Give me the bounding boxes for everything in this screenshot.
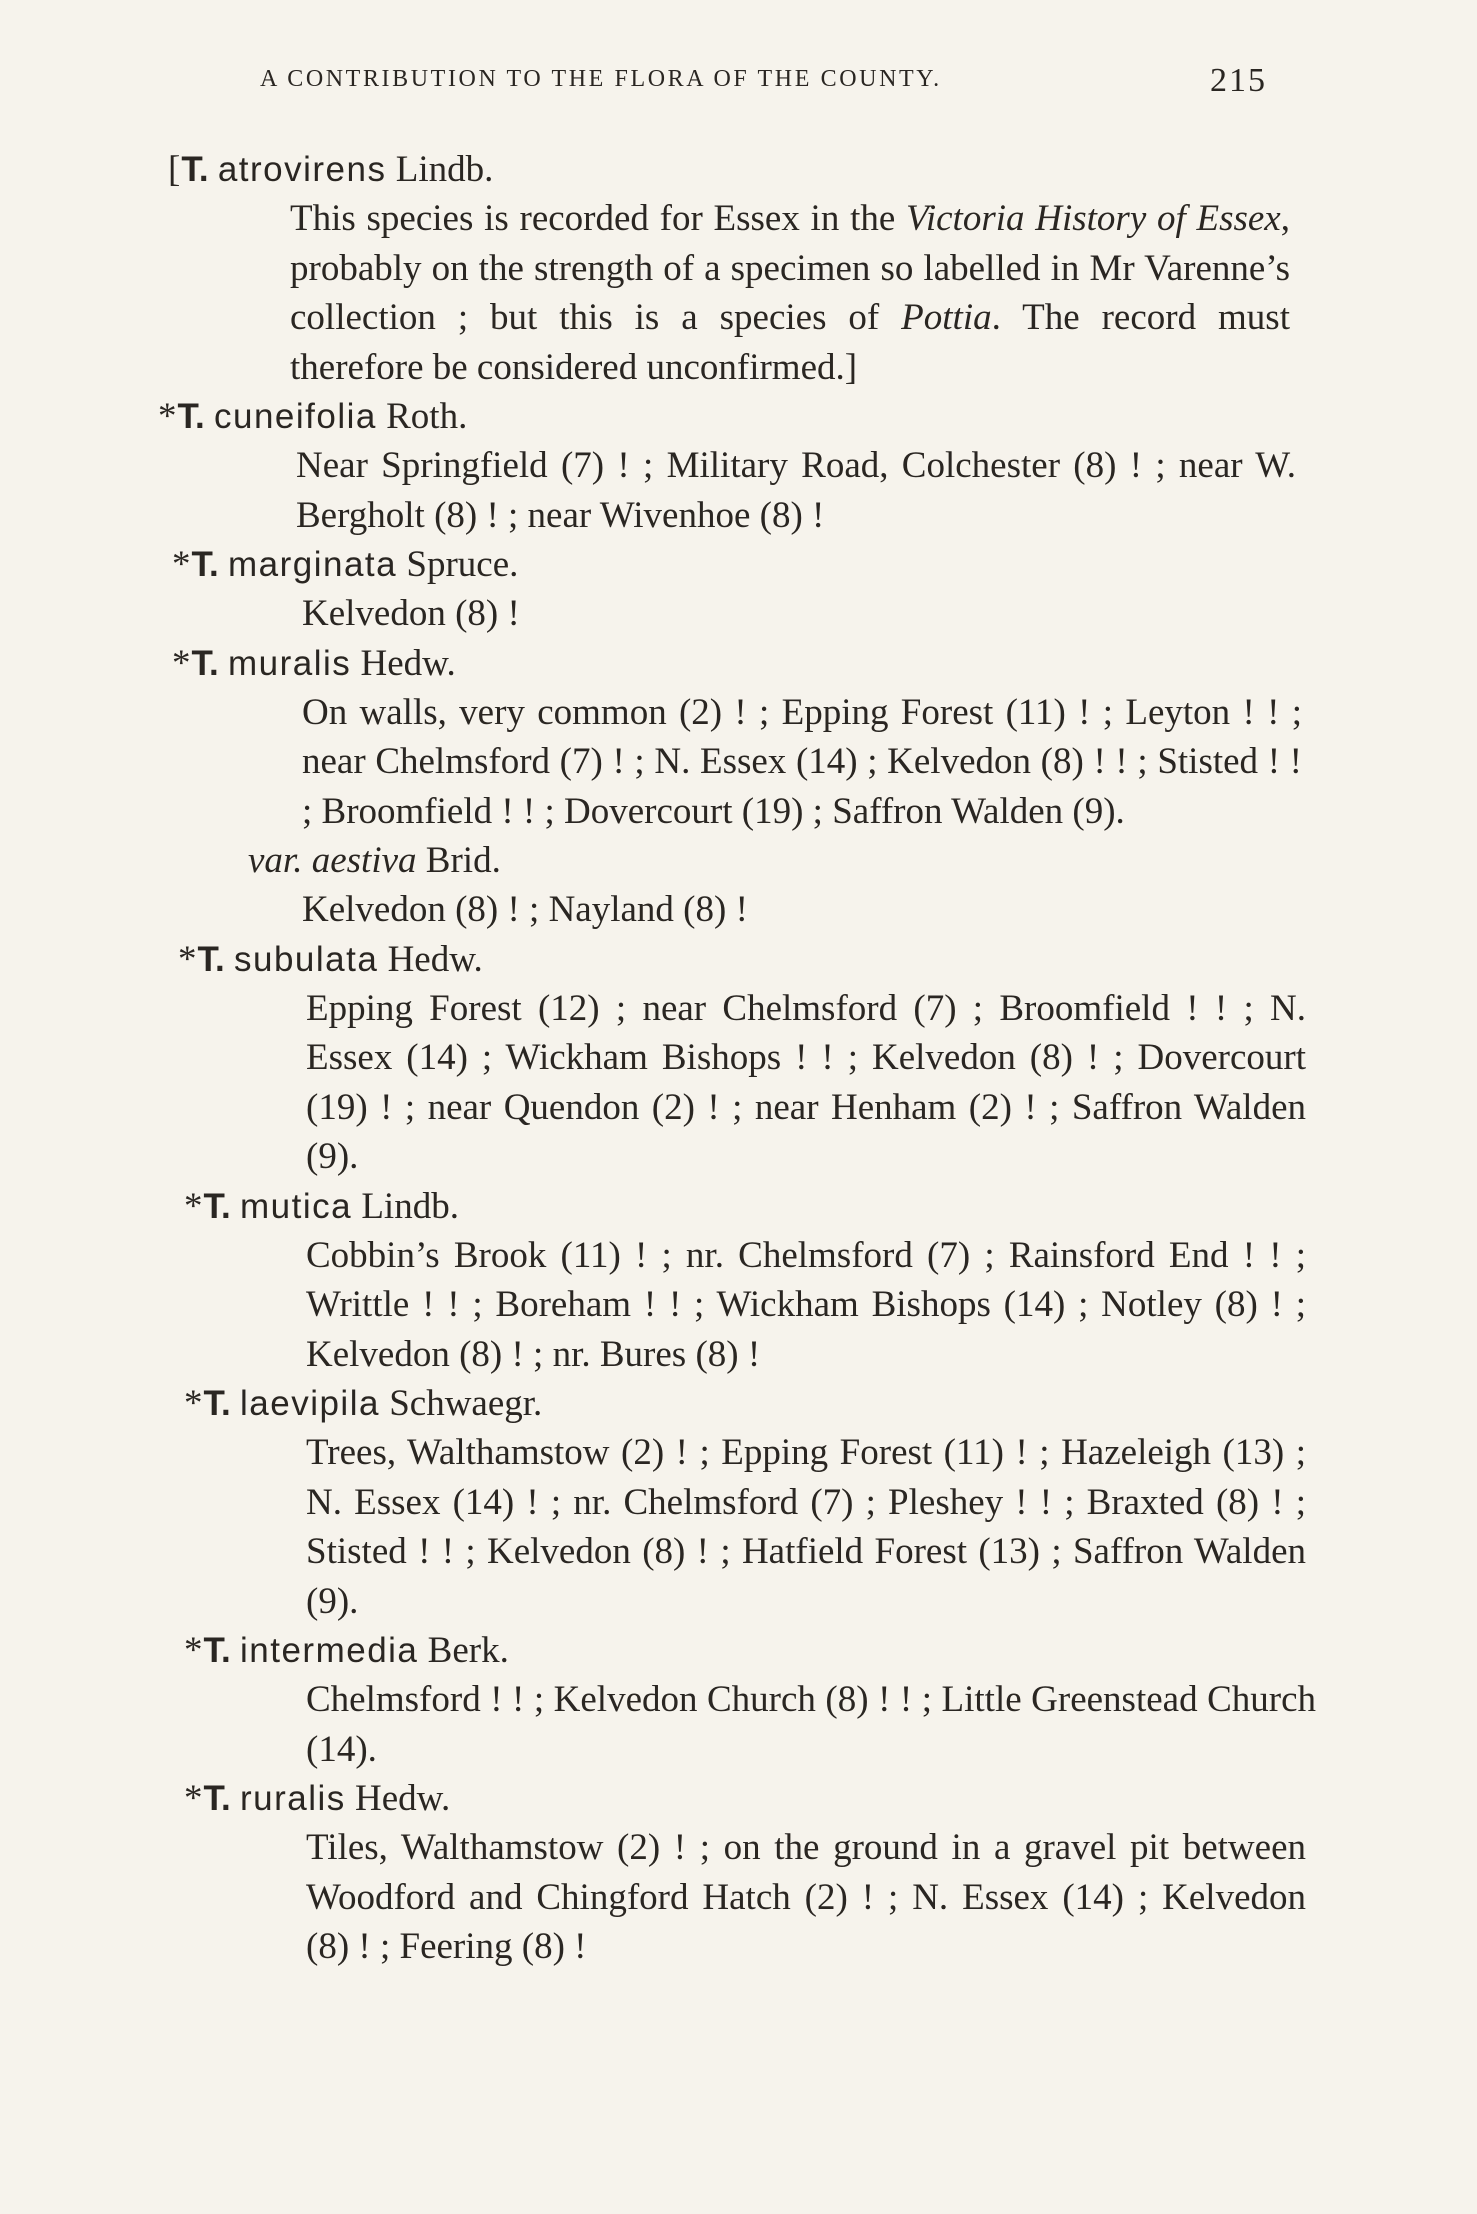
species-entry — [0, 392, 1477, 540]
genus-abbrev: T. — [203, 1779, 231, 1818]
genus-name: Pottia — [901, 297, 992, 338]
bracket-mark: [ — [168, 149, 182, 190]
species-note: This species is recorded for Essex in the Victoria History of Essex, probably on the strength of a specimen so labelled in Mr Varenne’s collection ; but this is a species of Pottia. The record must therefore be considered unconfirmed.] — [290, 198, 1290, 388]
species-entry — [0, 1626, 1477, 1774]
species-heading — [0, 1379, 1477, 1428]
genus-abbrev: T. — [191, 545, 219, 584]
variety-locality-list: Kelvedon (8) ! ; Nayland (8) ! — [302, 889, 748, 930]
genus-abbrev: T. — [191, 643, 219, 683]
genus-abbrev: T. — [203, 1384, 231, 1423]
species-entry — [0, 145, 1477, 392]
genus-abbrev: T. — [177, 397, 205, 436]
species-epithet: subulata — [233, 939, 379, 979]
species-heading — [0, 540, 1477, 589]
asterisk-mark: * — [178, 938, 198, 980]
species-author: Hedw. — [360, 642, 456, 684]
asterisk-mark: * — [172, 544, 192, 585]
genus-abbrev: T. — [197, 939, 225, 979]
asterisk-mark: * — [184, 1778, 204, 1819]
species-heading — [0, 145, 1477, 194]
locality-list: Tiles, Walthamstow (2) ! ; on the ground in a gravel pit between Woodford and Chingford Hatch (2) ! ; N. Essex (14) ; Kelvedon (8) ! ; Feering (8) ! — [306, 1827, 1306, 1967]
species-heading — [0, 935, 1477, 984]
species-entry — [0, 1774, 1477, 1972]
asterisk-mark: * — [184, 1630, 204, 1671]
species-author: Roth. — [386, 396, 468, 437]
species-entry — [0, 1182, 1477, 1380]
species-author: Berk. — [427, 1630, 509, 1671]
species-epithet: marginata — [227, 545, 398, 584]
species-list — [0, 145, 1477, 1972]
species-author: Schwaegr. — [389, 1383, 543, 1424]
book-title: Victoria History of Essex — [906, 198, 1281, 239]
species-heading — [0, 1626, 1477, 1675]
variety-author: Brid. — [425, 840, 501, 881]
asterisk-mark: * — [158, 396, 178, 437]
species-author: Lindb. — [361, 1185, 459, 1227]
species-author: Spruce. — [406, 544, 519, 585]
species-author: Hedw. — [355, 1778, 451, 1819]
species-epithet: cuneifolia — [213, 397, 377, 436]
species-entry — [0, 540, 1477, 639]
asterisk-mark: * — [184, 1185, 204, 1227]
genus-abbrev: T. — [203, 1186, 231, 1226]
asterisk-mark: * — [172, 642, 192, 684]
locality-list: Trees, Walthamstow (2) ! ; Epping Forest (11) ! ; Hazeleigh (13) ; N. Essex (14) ! ; nr. Chelmsford (7) ; Pleshey ! ! ; Braxted (8) ! ; Stisted ! ! ; Kelvedon (8) ! ; Hatfield Forest (13) ; Saffron Walden (9). — [306, 1432, 1306, 1622]
species-heading — [0, 639, 1477, 688]
species-heading — [0, 1774, 1477, 1823]
running-title: A CONTRIBUTION TO THE FLORA OF THE COUNTY. — [260, 66, 942, 92]
asterisk-mark: * — [184, 1383, 204, 1424]
species-epithet: intermedia — [239, 1631, 419, 1670]
species-heading — [0, 1182, 1477, 1231]
page-number: 215 — [1210, 62, 1267, 99]
locality-list: On walls, very common (2) ! ; Epping Forest (11) ! ; Leyton ! ! ; near Chelmsford (7) ! ; N. Essex (14) ; Kelvedon (8) ! ! ; Stisted ! ! ; Broomfield ! ! ; Dovercourt (19) ; Saffron Walden (9). — [302, 691, 1302, 832]
locality-list: Cobbin’s Brook (11) ! ; nr. Chelmsford (7) ; Rainsford End ! ! ; Writtle ! ! ; Boreham ! ! ; Wickham Bishops (14) ; Notley (8) ! ; Kelvedon (8) ! ; nr. Bures (8) ! — [306, 1234, 1306, 1375]
locality-list: Epping Forest (12) ; near Chelmsford (7) ; Broomfield ! ! ; N. Essex (14) ; Wickham Bishops ! ! ; Kelvedon (8) ! ; Dovercourt (19) ! ; near Quendon (2) ! ; near Henham (2) ! ; Saffron Walden (9). — [306, 987, 1306, 1177]
locality-list: Chelmsford ! ! ; Kelvedon Church (8) ! ! ; Little Greenstead Church (14). — [306, 1679, 1316, 1770]
locality-list: Near Springfield (7) ! ; Military Road, Colchester (8) ! ; near W. Bergholt (8) ! ; near Wivenhoe (8) ! — [296, 445, 1296, 536]
species-epithet: mutica — [239, 1186, 353, 1226]
species-epithet: atrovirens — [217, 150, 387, 189]
species-epithet: muralis — [227, 643, 352, 683]
species-epithet: laevipila — [239, 1384, 380, 1423]
species-heading — [0, 392, 1477, 441]
locality-list: Kelvedon (8) ! — [302, 593, 520, 634]
variety-name: aestiva — [311, 840, 417, 881]
variety-label: var. — [248, 840, 303, 881]
species-author: Hedw. — [387, 938, 483, 980]
genus-abbrev: T. — [203, 1631, 231, 1670]
genus-abbrev: T. — [181, 150, 209, 189]
species-author: Lindb. — [395, 149, 494, 190]
species-epithet: ruralis — [239, 1779, 346, 1818]
species-entry — [0, 639, 1477, 935]
species-entry — [0, 1379, 1477, 1626]
variety-heading — [0, 836, 1477, 885]
species-entry — [0, 935, 1477, 1182]
